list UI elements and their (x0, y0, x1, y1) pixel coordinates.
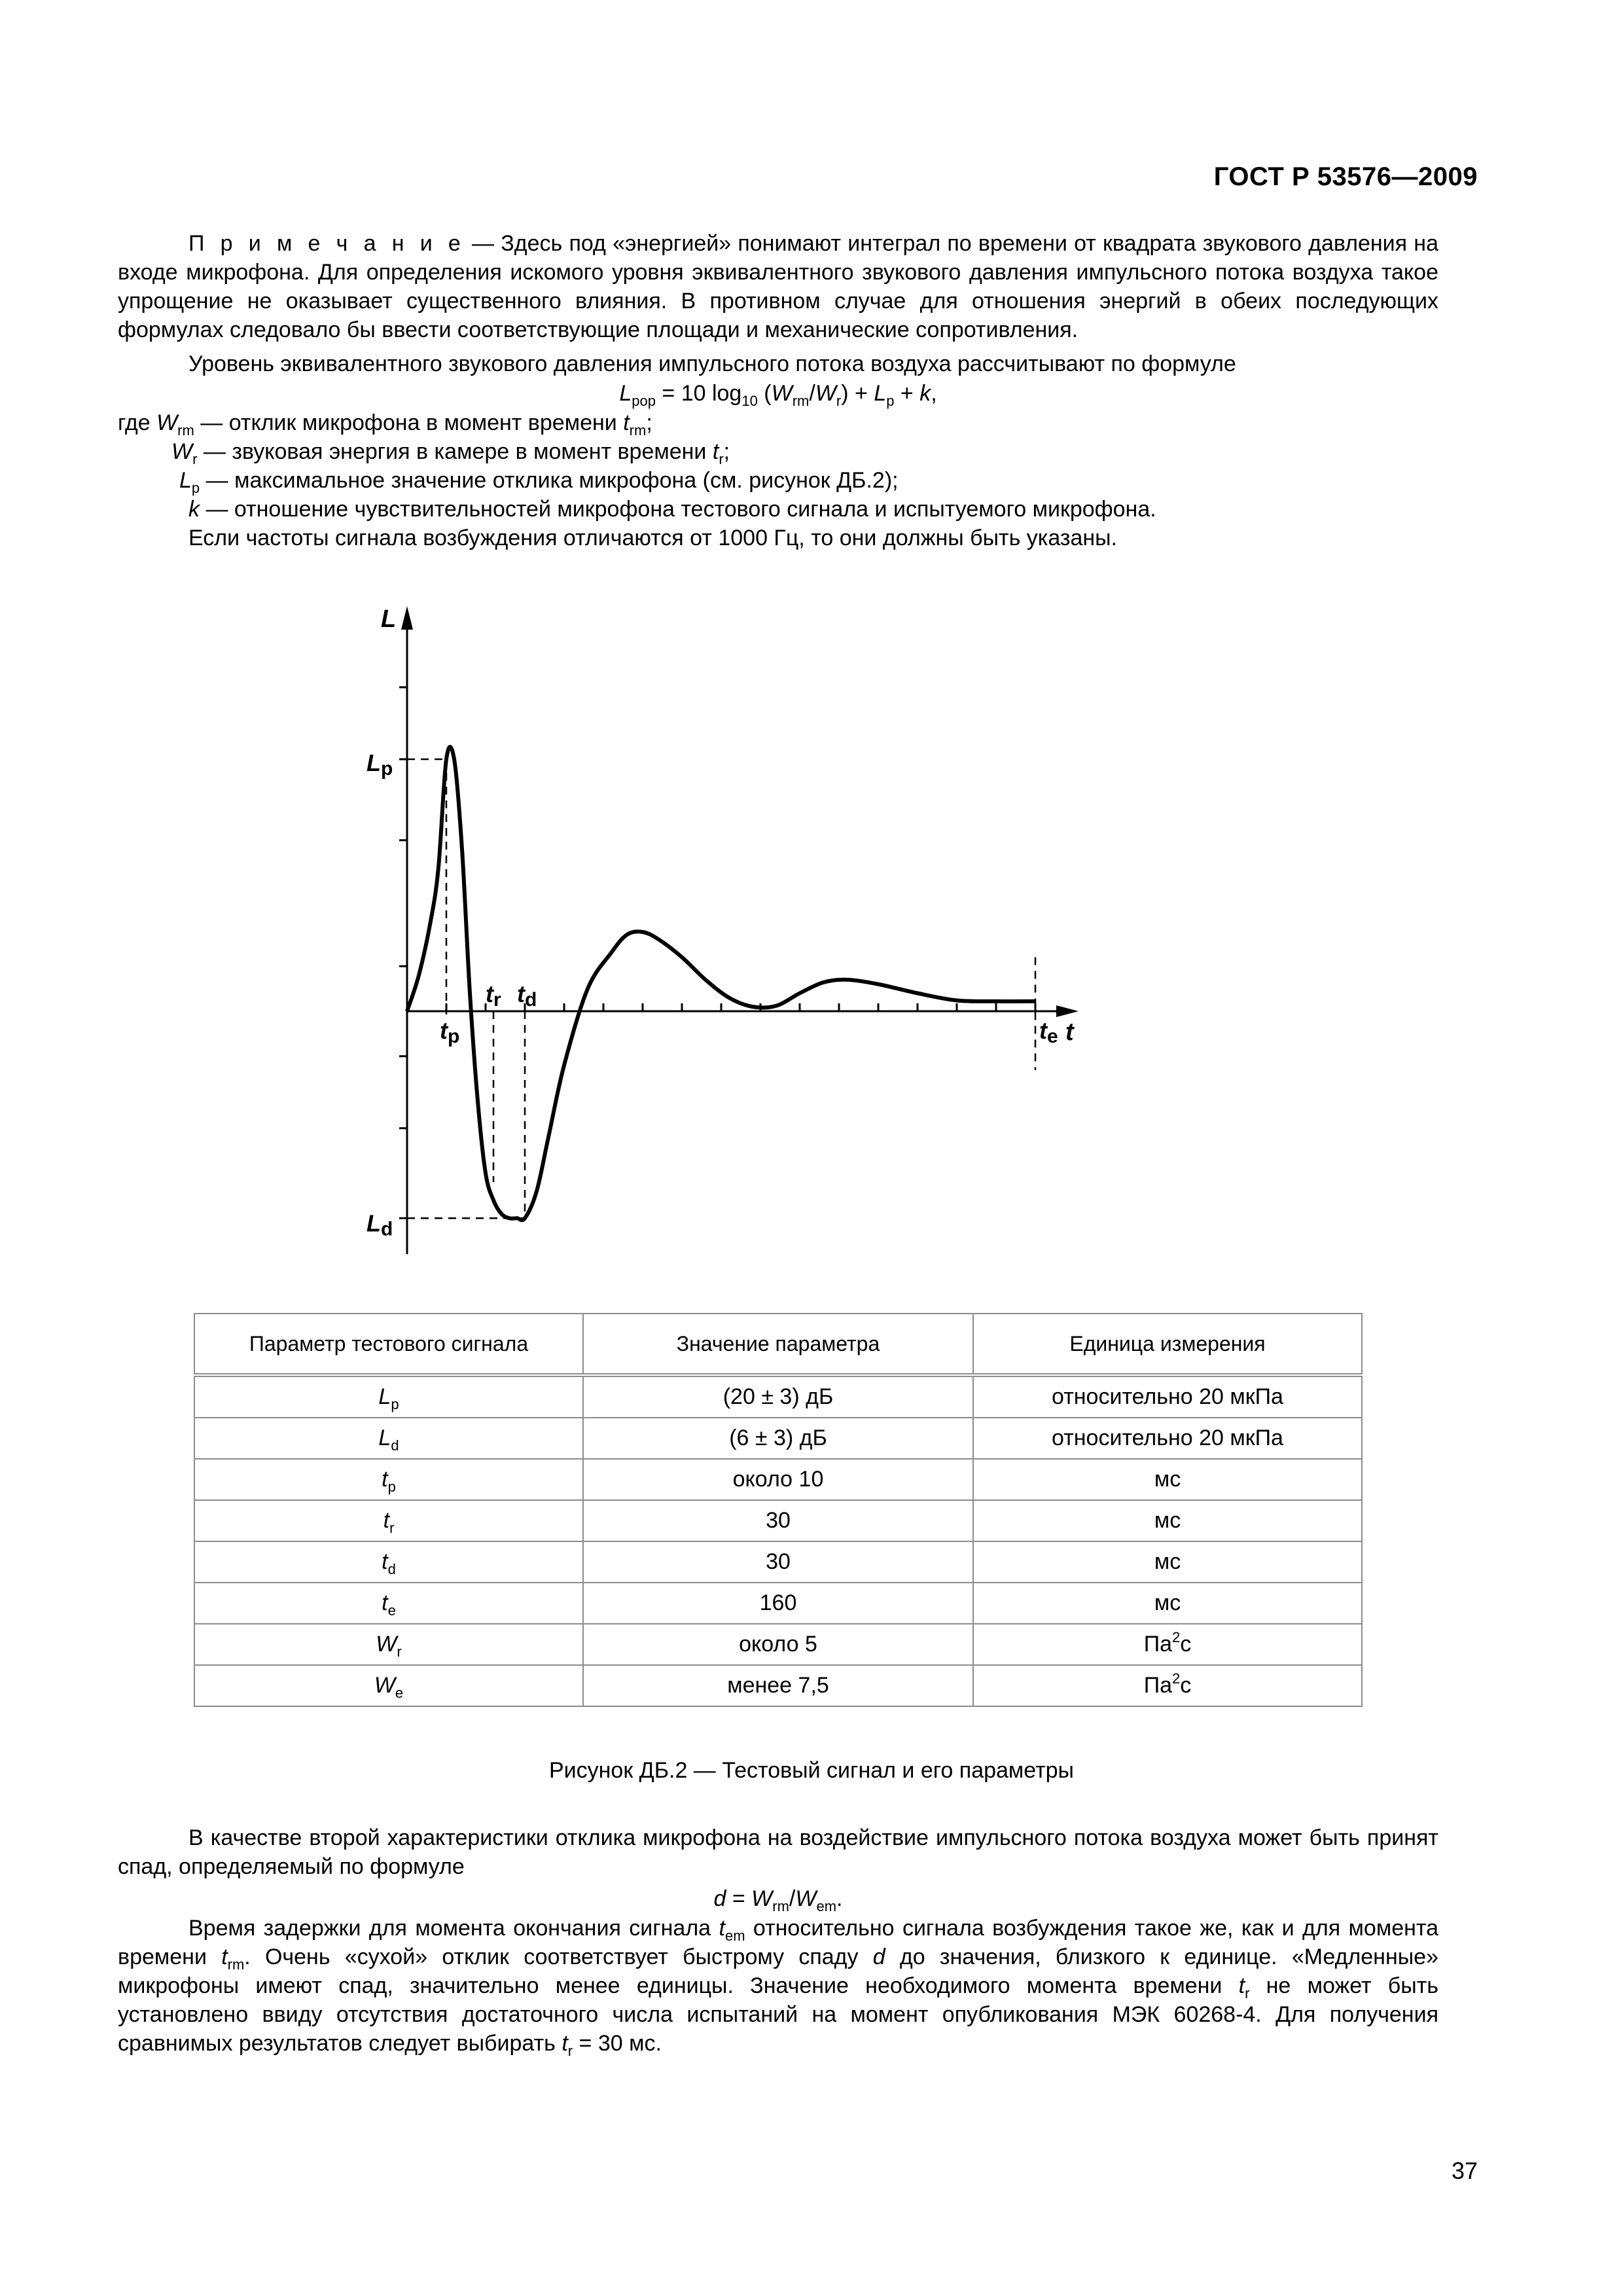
value-cell: (20 ± 3) дБ (583, 1375, 973, 1418)
lower-text-block (118, 1823, 1438, 2058)
value-cell: около 5 (583, 1624, 973, 1665)
note-paragraph (118, 229, 1438, 344)
header-value: Значение параметра (583, 1314, 973, 1375)
frequency-sentence: Если частоты сигнала возбуждения отличаются от 1000 Гц, то они должны быть указаны. (188, 526, 1118, 550)
unit-cell: мс (973, 1459, 1362, 1500)
value-cell: 160 (583, 1583, 973, 1624)
table-row (194, 1583, 1362, 1624)
unit-cell: относительно 20 мкПа (973, 1418, 1362, 1459)
decay-paragraph: В качестве второй характеристики отклика микрофона на воздействие импульсного потока воздуха может быть принят спад, определяемый по формуле (118, 1825, 1438, 1879)
note-label: П р и м е ч а н и е (188, 231, 465, 256)
page-number: 37 (1451, 2157, 1478, 2184)
formula-2: $d = W_{rm}/W_{em}$. (713, 1886, 843, 1914)
table-row (194, 1665, 1362, 1706)
param-cell: $W_r$ (194, 1624, 583, 1665)
table-row (194, 1500, 1362, 1541)
label-td: td (517, 980, 537, 1011)
table-header-row (194, 1314, 1362, 1375)
value-cell: 30 (583, 1541, 973, 1583)
label-tr: tr (486, 980, 501, 1011)
x-axis-arrow (1056, 1005, 1079, 1017)
x-axis-label: t (1065, 1018, 1074, 1046)
unit-cell: мс (973, 1583, 1362, 1624)
unit-cell: $Па^2с$ (973, 1665, 1362, 1706)
unit-cell: $Па^2с$ (973, 1624, 1362, 1665)
label-tp: tp (440, 1017, 460, 1047)
chart-svg (0, 589, 1623, 1283)
label-lp: Lp (366, 749, 393, 780)
value-cell: (6 ± 3) дБ (583, 1418, 973, 1459)
header-parameter: Параметр тестового сигнала (194, 1314, 583, 1375)
param-cell: $L_d$ (194, 1418, 583, 1459)
test-signal-chart (0, 589, 1623, 1283)
y-axis-label: L (381, 605, 397, 633)
value-cell: менее 7,5 (583, 1665, 973, 1706)
definition-k: k — отношение чувствительностей микрофона тестового сигнала и испытуемого микрофона. (188, 497, 1156, 522)
table-row (194, 1624, 1362, 1665)
parameters-table (194, 1313, 1363, 1707)
param-cell: $L_p$ (194, 1375, 583, 1418)
definition-wr: $W_r$ — звуковая энергия в камере в момент времени $t_r$; (171, 439, 730, 467)
unit-cell: относительно 20 мкПа (973, 1375, 1362, 1418)
doc-code-header: ГОСТ Р 53576—2009 (1213, 162, 1478, 191)
value-cell: около 10 (583, 1459, 973, 1500)
unit-cell: мс (973, 1541, 1362, 1583)
y-axis-arrow (401, 606, 413, 630)
formula-intro: Уровень эквивалентного звукового давления импульсного потока воздуха рассчитывают по формуле (188, 351, 1236, 376)
table-row (194, 1418, 1362, 1459)
param-cell: $W_e$ (194, 1665, 583, 1706)
param-cell: $t_d$ (194, 1541, 583, 1583)
param-cell: $t_e$ (194, 1583, 583, 1624)
value-cell: 30 (583, 1500, 973, 1541)
label-te: te (1039, 1017, 1058, 1047)
table-row (194, 1541, 1362, 1583)
header-unit: Единица измерения (973, 1314, 1362, 1375)
figure-caption: Рисунок ДБ.2 — Тестовый сигнал и его параметры (548, 1758, 1074, 1783)
label-ld: Ld (366, 1210, 393, 1240)
signal-curve (407, 747, 1035, 1220)
param-cell: $t_p$ (194, 1459, 583, 1500)
unit-cell: мс (973, 1500, 1362, 1541)
param-cell: $t_r$ (194, 1500, 583, 1541)
delay-paragraph: Время задержки для момента окончания сигнала $t_{em}$ относительно сигнала возбуждения такое же, как и для момента времени $t_{rm}$. Очень «сухой» отклик соответствует быстрому спаду d до значения, близкого к единице. «Медленные» микрофоны имеют спад, значительно менее единицы. Значение необходимого момента времени $t_r$ не может быть установлено ввиду отсутствия достаточного числа испытаний на момент опубликования МЭК 60268-4. Для получения сравнимых результатов следует выбирать $t_r = 30$ мс. (118, 1916, 1438, 2059)
definitions-list (118, 408, 1438, 552)
table-row (194, 1375, 1362, 1418)
table-row (194, 1459, 1362, 1500)
upper-text-block (118, 229, 1438, 552)
formula-1: $L_{pop} = 10$ $\log_{10} (W_{rm}/W_r) + L_p + k$, (619, 381, 937, 409)
note-text: — Здесь под «энергией» понимают интеграл по времени от квадрата звукового давления на входе микрофона. Для определения искомого уровня эквивалентного звукового давления импульсного потока воздуха такое упрощение не оказывает существенного влияния. В противном случае для отношения энергий в обеих последующих формулах следовало бы ввести соответствующие площади и механические сопротивления. (118, 231, 1438, 342)
definition-wrm: где $W_{rm}$ — отклик микрофона в момент времени $t_{rm}$; (118, 410, 652, 439)
definition-lp: $L_p$ — максимальное значение отклика микрофона (см. рисунок ДБ.2); (179, 468, 899, 496)
